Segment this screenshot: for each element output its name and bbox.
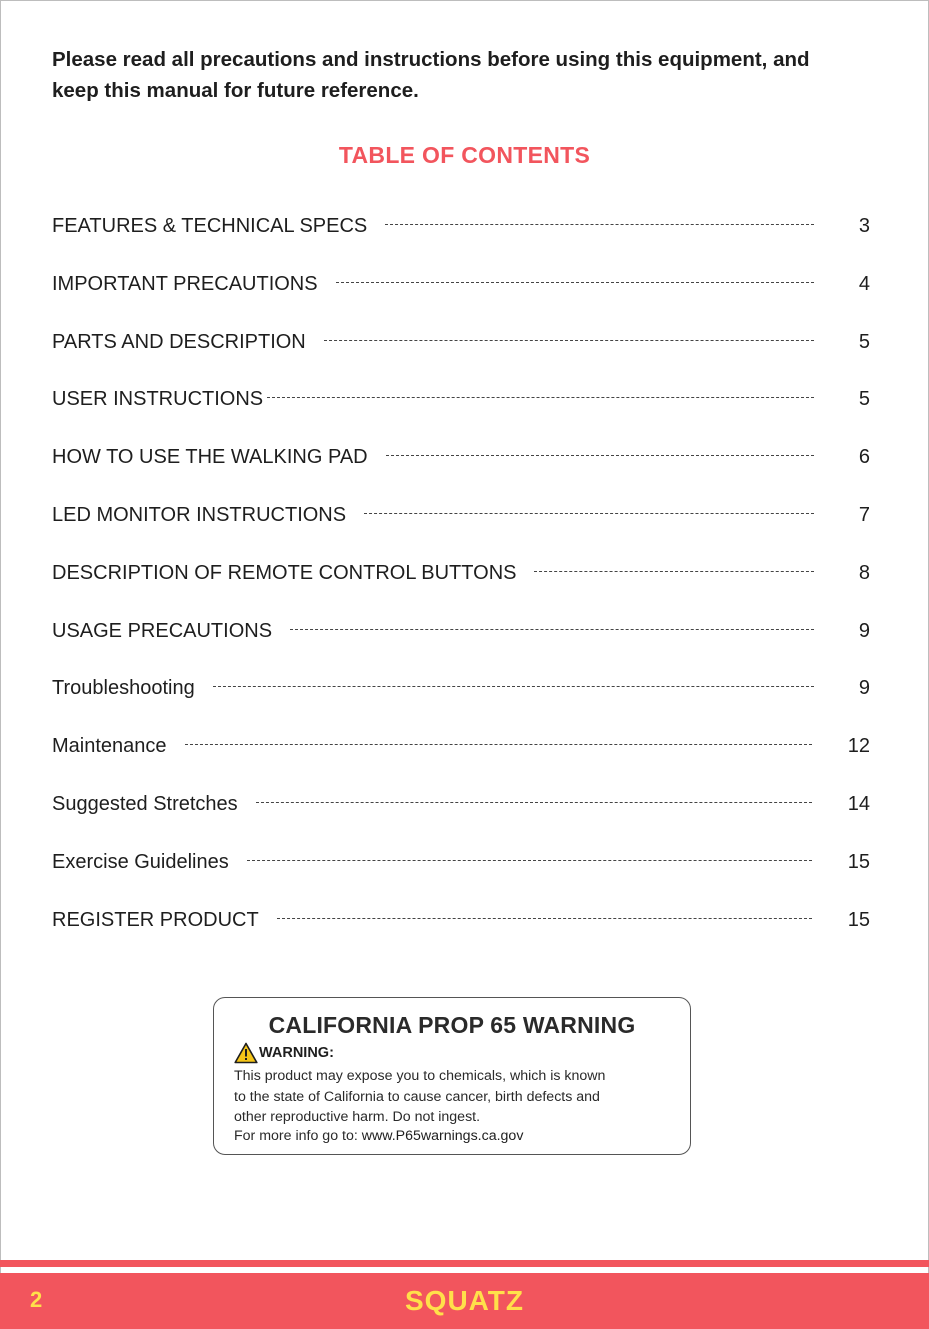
intro-line-2: keep this manual for future reference. bbox=[52, 79, 419, 102]
footer-bar bbox=[0, 1273, 929, 1329]
warning-label: WARNING: bbox=[259, 1045, 334, 1061]
toc-entry[interactable] bbox=[52, 501, 870, 530]
toc-entry[interactable] bbox=[52, 617, 870, 646]
toc-leader bbox=[247, 860, 812, 861]
toc-entry-label: FEATURES & TECHNICAL SPECS bbox=[52, 215, 368, 237]
toc-leader bbox=[277, 918, 812, 919]
toc-entry-label: Troubleshooting bbox=[52, 677, 195, 700]
toc-leader bbox=[324, 340, 814, 341]
toc-entry-page: 9 bbox=[858, 619, 870, 642]
intro-line-1: Please read all precautions and instructions before using this equipment, and bbox=[52, 48, 810, 71]
toc-leader bbox=[185, 744, 812, 745]
prop65-title: CALIFORNIA PROP 65 WARNING bbox=[268, 1012, 636, 1038]
warning-triangle-icon bbox=[234, 1042, 258, 1064]
toc-entry-label: DESCRIPTION OF REMOTE CONTROL BUTTONS bbox=[52, 561, 517, 584]
prop65-url-link[interactable]: www.P65warnings.ca.gov bbox=[361, 1128, 524, 1144]
toc-entry-label: IMPORTANT PRECAUTIONS bbox=[52, 272, 318, 295]
toc-entry-page: 15 bbox=[847, 850, 870, 873]
toc-title: TABLE OF CONTENTS bbox=[338, 142, 591, 168]
toc-entry-page: 6 bbox=[858, 446, 870, 469]
prop65-warning-box bbox=[213, 997, 691, 1155]
toc-leader bbox=[386, 455, 814, 456]
prop65-line-1: This product may expose you to chemicals, which is known bbox=[234, 1068, 606, 1084]
toc-leader bbox=[256, 802, 812, 803]
toc-list bbox=[52, 212, 870, 963]
toc-entry-label: Maintenance bbox=[52, 735, 167, 758]
toc-entry[interactable] bbox=[52, 328, 870, 357]
toc-entry-label: USAGE PRECAUTIONS bbox=[52, 619, 273, 642]
toc-leader bbox=[385, 224, 814, 225]
toc-entry-label: HOW TO USE THE WALKING PAD bbox=[52, 446, 368, 469]
toc-leader bbox=[290, 629, 814, 630]
footer-stripe bbox=[0, 1260, 929, 1267]
brand-logo: SQUATZ bbox=[404, 1285, 525, 1316]
prop65-line-2: to the state of California to cause cancer, birth defects and bbox=[234, 1088, 600, 1105]
toc-entry-label: LED MONITOR INSTRUCTIONS bbox=[52, 503, 347, 526]
page-number: 2 bbox=[30, 1287, 43, 1312]
warning-heading bbox=[234, 1042, 334, 1064]
intro-text bbox=[52, 44, 872, 106]
toc-entry-page: 7 bbox=[858, 503, 870, 526]
toc-entry[interactable] bbox=[52, 906, 870, 935]
toc-entry-page: 14 bbox=[847, 792, 870, 815]
toc-entry-label: PARTS AND DESCRIPTION bbox=[52, 330, 306, 353]
toc-entry-label: REGISTER PRODUCT bbox=[52, 908, 259, 931]
toc-entry-page: 15 bbox=[847, 908, 870, 931]
toc-entry[interactable] bbox=[52, 790, 870, 819]
prop65-body bbox=[234, 1066, 674, 1128]
toc-entry[interactable] bbox=[52, 212, 870, 241]
toc-leader bbox=[336, 282, 814, 283]
toc-entry-label: USER INSTRUCTIONS bbox=[52, 388, 264, 411]
toc-entry-page: 12 bbox=[847, 735, 870, 758]
toc-entry[interactable] bbox=[52, 443, 870, 472]
prop65-line-3: other reproductive harm. Do not ingest. bbox=[234, 1109, 481, 1125]
toc-entry-page: 3 bbox=[858, 215, 870, 237]
toc-entry-label: Suggested Stretches bbox=[52, 792, 238, 815]
toc-entry-page: 9 bbox=[858, 677, 870, 700]
toc-entry-page: 8 bbox=[858, 561, 870, 584]
toc-entry[interactable] bbox=[52, 559, 870, 588]
toc-entry-page: 5 bbox=[858, 388, 870, 411]
toc-leader bbox=[213, 686, 814, 687]
prop65-more-prefix: For more info go to: bbox=[234, 1128, 362, 1144]
toc-entry[interactable] bbox=[52, 732, 870, 761]
toc-entry-page: 5 bbox=[858, 330, 870, 353]
toc-leader bbox=[534, 571, 814, 572]
toc-entry-page: 4 bbox=[858, 272, 870, 295]
toc-entry[interactable] bbox=[52, 674, 870, 703]
toc-entry-label: Exercise Guidelines bbox=[52, 850, 229, 873]
prop65-more-info bbox=[234, 1128, 523, 1144]
toc-entry[interactable] bbox=[52, 270, 870, 299]
toc-leader bbox=[267, 397, 814, 398]
toc-entry[interactable] bbox=[52, 385, 870, 414]
toc-entry[interactable] bbox=[52, 848, 870, 877]
toc-leader bbox=[364, 513, 814, 514]
